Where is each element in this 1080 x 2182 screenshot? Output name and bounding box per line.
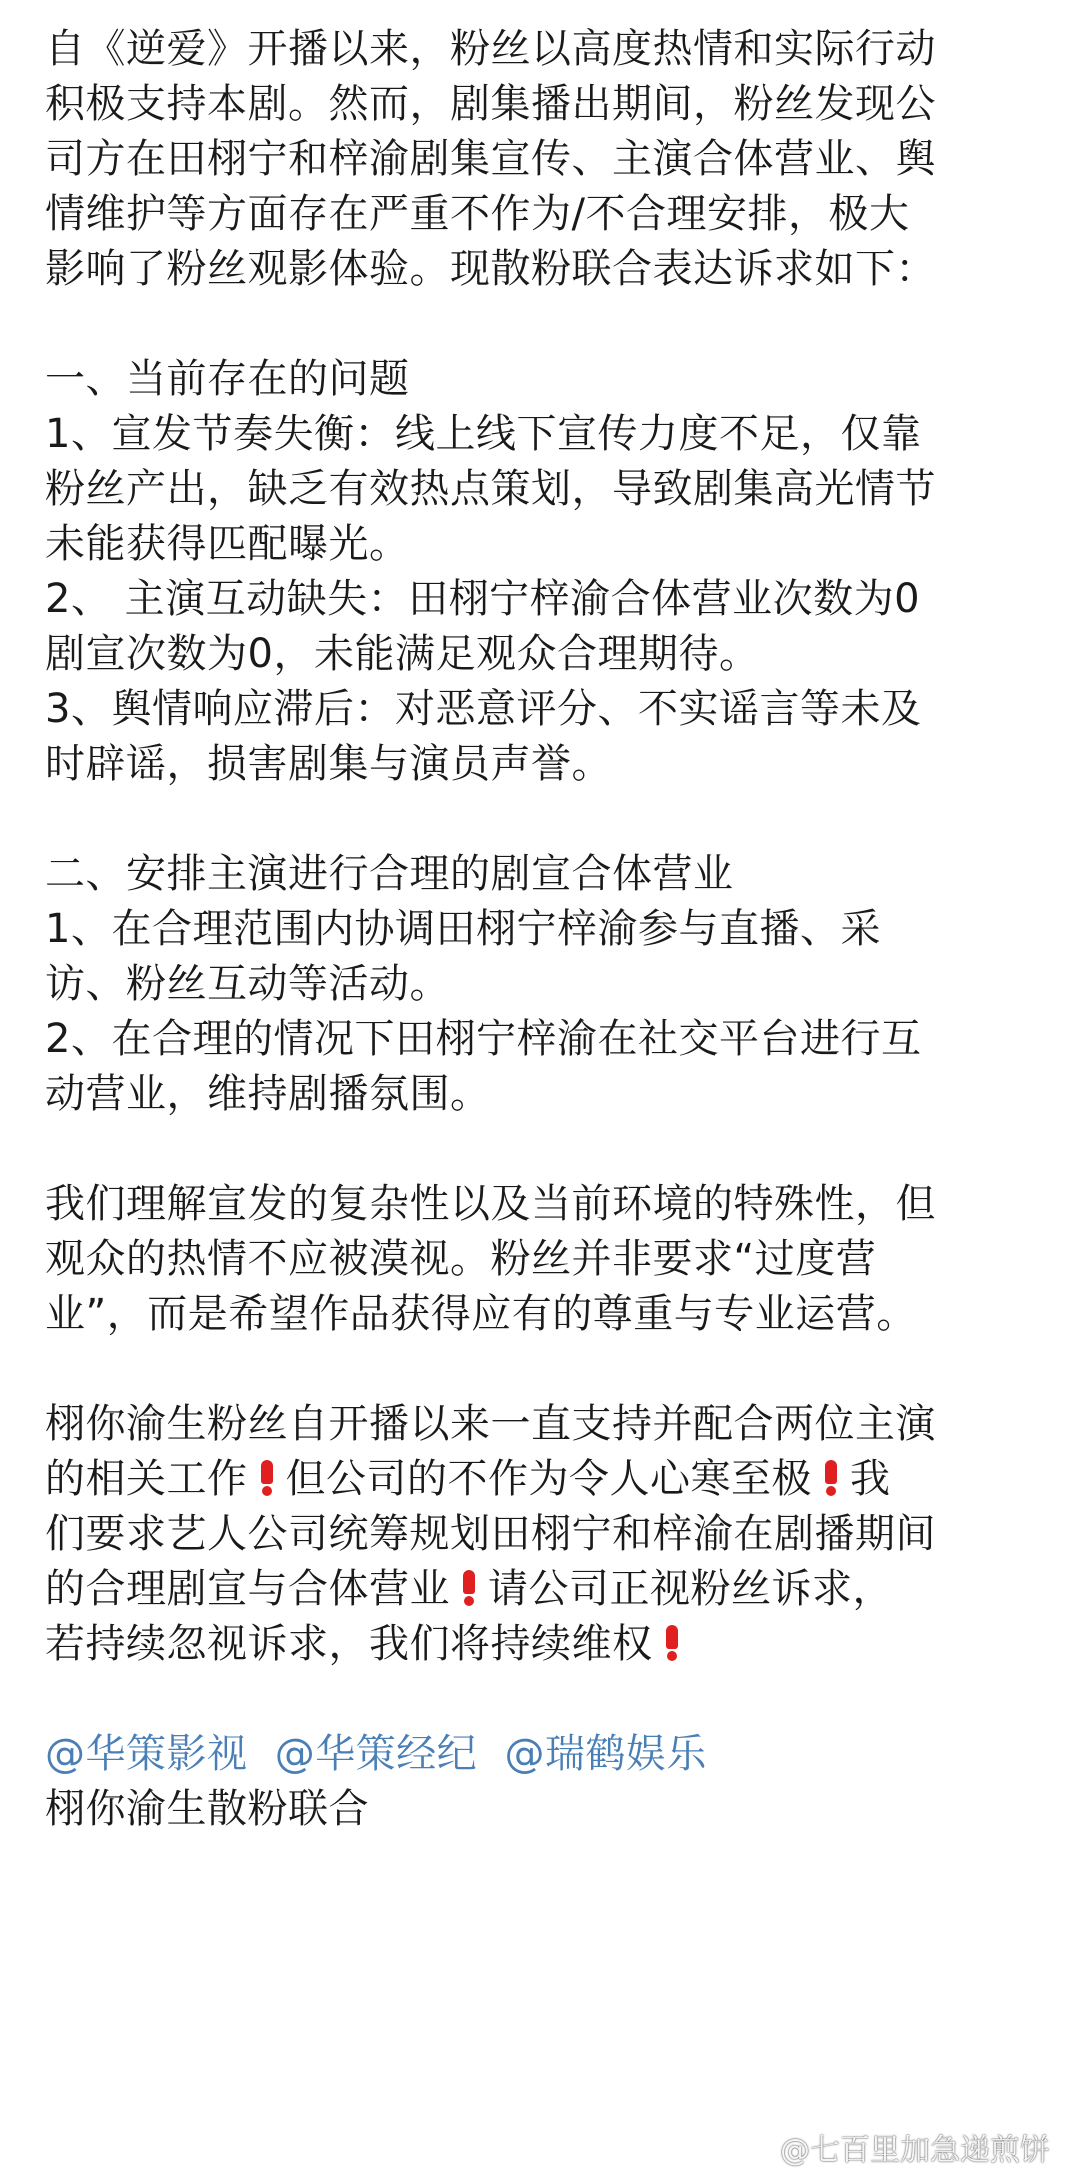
text-fragment: 的合理剧宣与合体营业: [45, 1566, 450, 1612]
section-line: 1、在合理范围内协调田栩宁梓渝参与直播、采: [45, 906, 881, 952]
section-heading: 二、安排主演进行合理的剧宣合体营业: [45, 851, 734, 897]
section-line: 时辟谣，损害剧集与演员声誉。: [45, 741, 612, 787]
watermark: [738, 2134, 1050, 2168]
post-body: [45, 22, 1045, 1837]
section-line: 剧宣次数为0，未能满足观众合理期待。: [45, 631, 760, 677]
red-exclamation-icon: [665, 1623, 679, 1661]
intro-line: 积极支持本剧。然而，剧集播出期间，粉丝发现公: [45, 81, 936, 127]
paragraph-gap: [45, 297, 1045, 352]
paragraph-line: [45, 1562, 1045, 1617]
red-exclamation-icon: [260, 1458, 274, 1496]
paragraph-gap: [45, 1342, 1045, 1397]
paragraph-gap: [45, 1122, 1045, 1177]
section-line: 访、粉丝互动等活动。: [45, 961, 450, 1007]
text-fragment: 若持续忽视诉求，我们将持续维权: [45, 1621, 653, 1667]
intro-line: 自《逆爱》开播以来，粉丝以高度热情和实际行动: [45, 26, 936, 72]
paragraph-line: [45, 1617, 1045, 1672]
paragraph-line: 栩你渝生粉丝自开播以来一直支持并配合两位主演: [45, 1401, 936, 1447]
paragraph-line: 业”，而是希望作品获得应有的尊重与专业运营。: [45, 1291, 917, 1337]
section-line: 1、宣发节奏失衡：线上线下宣传力度不足，仅靠: [45, 411, 922, 457]
text-fragment: 请公司正视粉丝诉求，: [488, 1566, 893, 1612]
section-line: 粉丝产出，缺乏有效热点策划，导致剧集高光情节: [45, 466, 936, 512]
red-exclamation-icon: [824, 1458, 838, 1496]
paragraph-line: 们要求艺人公司统筹规划田栩宁和梓渝在剧播期间: [45, 1511, 936, 1557]
mentions-row: [45, 1727, 1045, 1782]
paragraph-gap: [45, 792, 1045, 847]
intro-line: 影响了粉丝观影体验。现散粉联合表达诉求如下：: [45, 246, 936, 292]
paragraph-line: [45, 1452, 1045, 1507]
paragraph-line: 观众的热情不应被漠视。粉丝并非要求“过度营: [45, 1236, 877, 1282]
text-fragment: 但公司的不作为令人心寒至极: [285, 1456, 812, 1502]
weibo-logo-icon: [738, 2137, 772, 2165]
paragraph-gap: [45, 1672, 1045, 1727]
section-line: 3、舆情响应滞后：对恶意评分、不实谣言等未及: [45, 686, 922, 732]
intro-line: 司方在田栩宁和梓渝剧集宣传、主演合体营业、舆: [45, 136, 936, 182]
mention-link-huace-film[interactable]: @华策影视: [45, 1731, 248, 1777]
watermark-text: @七百里加急递煎饼: [780, 2133, 1050, 2168]
section-line: 2、在合理的情况下田栩宁梓渝在社交平台进行互: [45, 1016, 922, 1062]
intro-line: 情维护等方面存在严重不作为/不合理安排，极大: [45, 191, 910, 237]
paragraph-line: 我们理解宣发的复杂性以及当前环境的特殊性，但: [45, 1181, 936, 1227]
section-line: 2、 主演互动缺失：田栩宁梓渝合体营业次数为0: [45, 576, 921, 622]
mention-link-ruihe-ent[interactable]: @瑞鹤娱乐: [504, 1731, 707, 1777]
section-heading: 一、当前存在的问题: [45, 356, 410, 402]
section-line: 动营业，维持剧播氛围。: [45, 1071, 491, 1117]
mention-link-huace-agency[interactable]: @华策经纪: [274, 1731, 478, 1777]
text-fragment: 我: [850, 1456, 891, 1502]
text-fragment: 的相关工作: [45, 1456, 248, 1502]
signature: 栩你渝生散粉联合: [45, 1786, 369, 1832]
section-line: 未能获得匹配曝光。: [45, 521, 410, 567]
red-exclamation-icon: [462, 1568, 476, 1606]
